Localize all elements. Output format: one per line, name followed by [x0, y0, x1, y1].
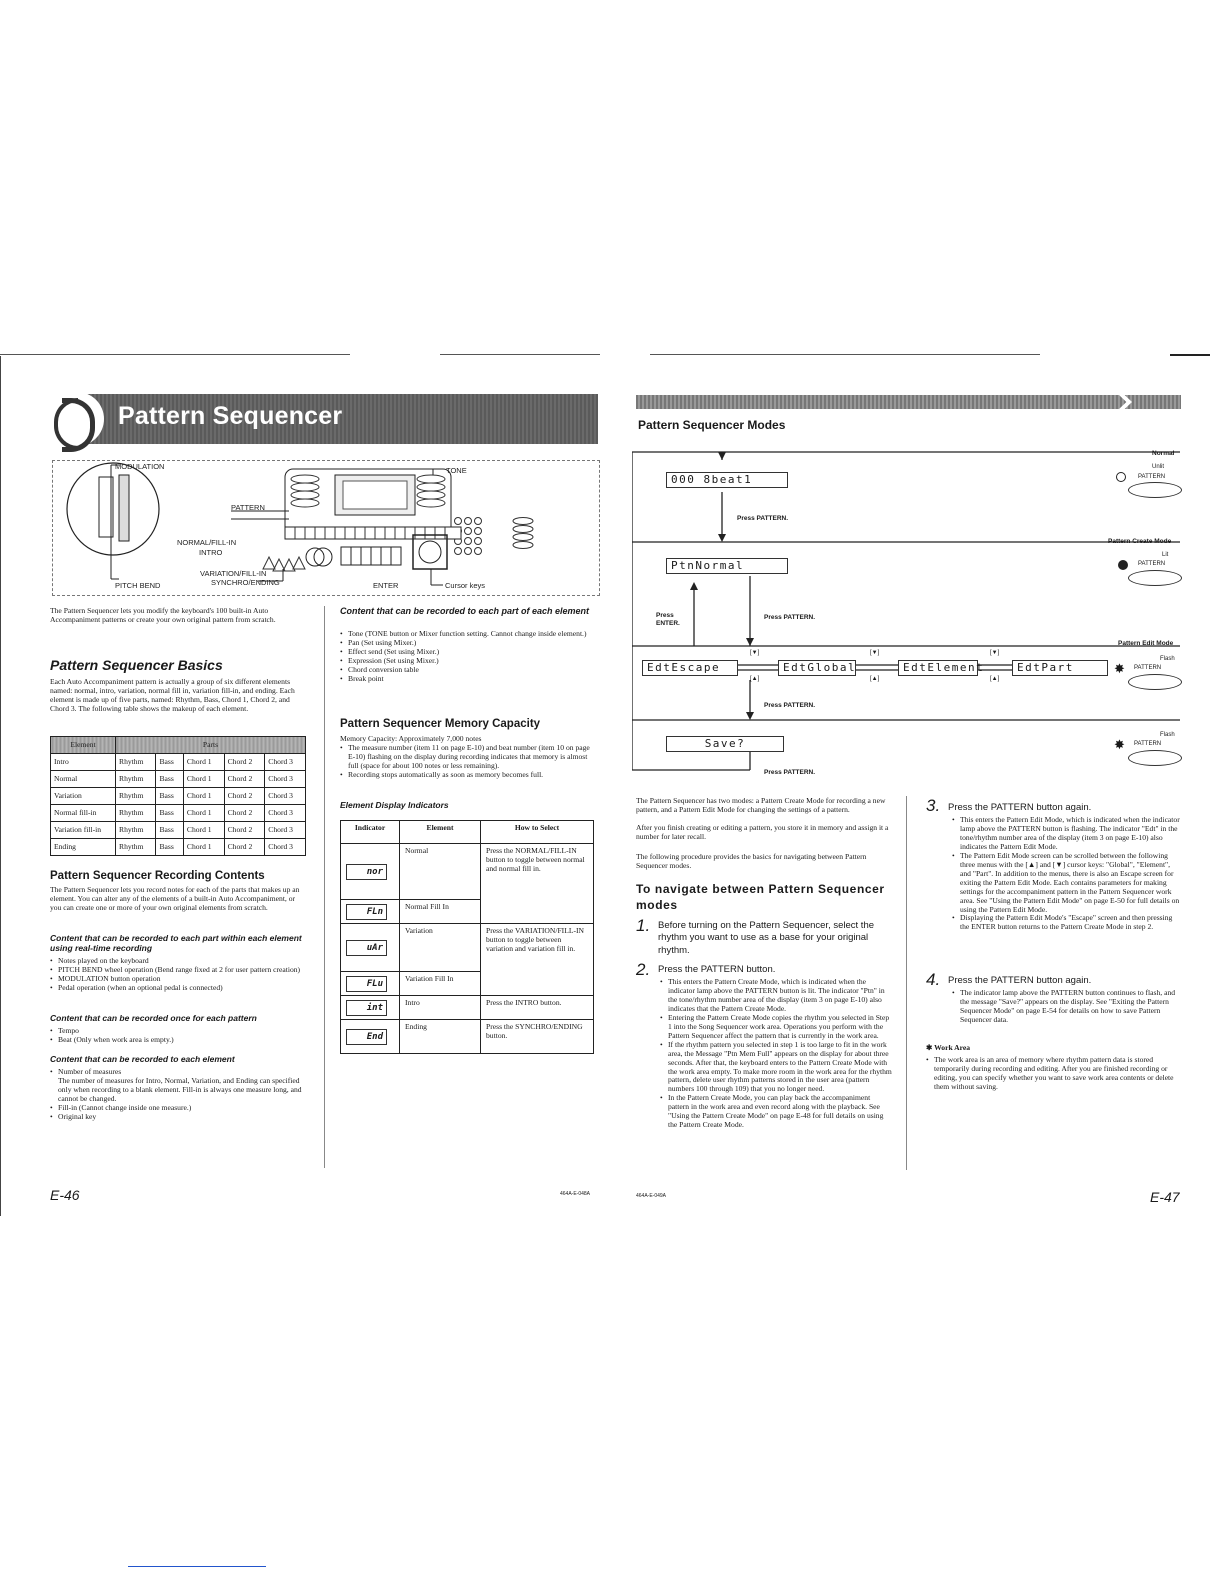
- list-item: • Entering the Pattern Create Mode copies the rhythm you selected in Step 1 into the Song Sequencer work area. Operations you perform with the Pattern Sequencer affect the pattern that is currently in the work area.: [660, 1014, 892, 1041]
- cell: Bass: [156, 771, 183, 788]
- cell: Chord 2: [224, 805, 265, 822]
- modes-diagram: [632, 440, 1182, 780]
- list-item: • Pedal operation (when an optional pedal is connected): [50, 984, 308, 993]
- list-item: • In the Pattern Create Mode, you can play back the accompaniment pattern in the work area and even record along with the playback. See "Using the Pattern Create Mode" on page E-48 for full details on using the Pattern Create Mode.: [660, 1094, 892, 1130]
- cell: Variation fill-in: [51, 822, 116, 839]
- basics-heading: Pattern Sequencer Basics: [50, 657, 223, 673]
- step-2-text: Press the PATTERN button.: [658, 964, 776, 975]
- keyboard-illustration: [53, 461, 599, 595]
- list-item: • The measure number (item 11 on page E-10) and beat number (item 10 on page E-10) flashing on the display during recording indicates that memory is almost full (space for about 100 notes or less remaining).: [340, 744, 596, 771]
- left-doc-code: 464A-E-048A: [560, 1191, 591, 1197]
- cell: Chord 3: [265, 754, 306, 771]
- cell: Chord 1: [183, 754, 224, 771]
- pattern-button-label: PATTERN: [1138, 561, 1166, 567]
- pattern-button-icon: [1128, 674, 1182, 690]
- list-item: • Effect send (Set using Mixer.): [340, 648, 596, 657]
- cell: Variation: [51, 788, 116, 805]
- cell: Intro: [51, 754, 116, 771]
- work-area-list: [926, 1056, 1180, 1092]
- cell: Chord 2: [224, 788, 265, 805]
- cell: Normal Fill In: [400, 900, 481, 924]
- edit-mode-label: Pattern Edit Mode: [1118, 640, 1174, 647]
- page-edge: [0, 356, 1, 1216]
- step-4-number: 4.: [926, 970, 941, 989]
- cell: Variation Fill In: [400, 972, 481, 996]
- step-1-text: Before turning on the Pattern Sequencer, select the rhythm you want to use as a base for your original rhythm.: [658, 920, 875, 956]
- enter-label: ENTER: [373, 581, 399, 590]
- pattern-button-icon: [1128, 570, 1182, 586]
- header-element: Element: [51, 737, 116, 754]
- top-rule-end: [1170, 354, 1210, 356]
- table-row: [51, 839, 306, 856]
- element-list: [50, 1068, 308, 1122]
- lamp-lit-icon: [1118, 560, 1128, 570]
- list-item: • Tempo: [50, 1027, 308, 1036]
- cell: Variation: [400, 924, 481, 972]
- work-area-heading: ✱ Work Area: [926, 1043, 971, 1052]
- cell: Chord 2: [224, 822, 265, 839]
- cell: Chord 1: [183, 788, 224, 805]
- list-item: • Recording stops automatically as soon as memory becomes full.: [340, 771, 596, 780]
- lcd-indicator: uAr: [346, 940, 387, 956]
- part-contents-list: [340, 630, 596, 684]
- column-divider: [324, 606, 325, 1168]
- lcd-indicator: int: [346, 1000, 387, 1016]
- pattern-button-label: PATTERN: [1138, 474, 1166, 480]
- synchro-ending-label: SYNCHRO/ENDING: [211, 578, 280, 587]
- list-item: • Chord conversion table: [340, 666, 596, 675]
- pitch-bend-label: PITCH BEND: [115, 581, 161, 590]
- cell: Chord 1: [183, 771, 224, 788]
- cell: Bass: [156, 788, 183, 805]
- once-list: [50, 1027, 308, 1045]
- cell: Intro: [400, 996, 481, 1020]
- press-pattern-2: Press PATTERN.: [764, 614, 816, 621]
- cell: Chord 1: [183, 805, 224, 822]
- once-heading: Content that can be recorded once for each pattern: [50, 1013, 257, 1023]
- list-item: • Break point: [340, 675, 596, 684]
- down-key-label: [▼]: [990, 650, 1000, 656]
- cell: Press the NORMAL/FILL-IN button to toggle between normal and normal fill in.: [481, 844, 594, 924]
- cell: Chord 3: [265, 822, 306, 839]
- pattern-button-label: PATTERN: [1134, 665, 1162, 671]
- header-indicator: Indicator: [341, 821, 400, 844]
- list-item: • Expression (Set using Mixer.): [340, 657, 596, 666]
- step-3-list: [952, 816, 1180, 932]
- unlit-label: Unlit: [1152, 464, 1165, 470]
- cell: Bass: [156, 754, 183, 771]
- flash-label: Flash: [1160, 656, 1175, 662]
- list-item: • MODULATION button operation: [50, 975, 308, 984]
- column-divider: [906, 796, 907, 1170]
- cell: Normal fill-in: [51, 805, 116, 822]
- press-pattern-1: Press PATTERN.: [737, 515, 789, 522]
- table-row: [341, 844, 594, 900]
- lcd-escape: EdtEscape: [642, 660, 738, 676]
- up-key-label: [▲]: [990, 676, 1000, 682]
- right-doc-code: 464A-E-049A: [636, 1193, 667, 1199]
- header-how: How to Select: [481, 821, 594, 844]
- lcd-indicator: FLu: [346, 976, 387, 992]
- table-row: [51, 788, 306, 805]
- basics-paragraph: Each Auto Accompaniment pattern is actually a group of six different elements named: normal, intro, variation, normal fill in, variation fill-in, and ending. Each element is made up of five parts, named: Rhythm, Bass, Chord 1, Chord 2, and Chord 3. The following table shows the makeup of each element.: [50, 677, 295, 713]
- step-3-number: 3.: [926, 796, 941, 815]
- normal-fill-in-label: NORMAL/FILL-IN: [177, 538, 237, 547]
- bottom-link-rule: [128, 1566, 266, 1567]
- indicators-heading: Element Display Indicators: [340, 800, 449, 810]
- pattern-button-icon: [1128, 750, 1182, 766]
- pattern-button-icon: [1128, 482, 1182, 498]
- pattern-label: PATTERN: [231, 503, 265, 512]
- cell: Press the INTRO button.: [481, 996, 594, 1020]
- list-item: • Fill-in (Cannot change inside one measure.): [50, 1104, 308, 1113]
- cell: Bass: [156, 839, 183, 856]
- part-contents-heading: Content that can be recorded to each part of each element: [340, 606, 590, 616]
- cell: Rhythm: [116, 805, 156, 822]
- down-key-label: [▼]: [750, 650, 760, 656]
- cell: Chord 2: [224, 754, 265, 771]
- cell: Chord 3: [265, 839, 306, 856]
- modes-flow-lines: [632, 440, 1182, 780]
- realtime-heading: Content that can be recorded to each part within each element using real-time recording: [50, 933, 302, 954]
- table-row: [51, 754, 306, 771]
- list-item: • The indicator lamp above the PATTERN button continues to flash, and the message "Save?" appears on the display. See "Exiting the Pattern Sequencer Mode" on page E-54 for details on how to save Pattern Sequencer data.: [952, 989, 1180, 1025]
- cell: Chord 1: [183, 839, 224, 856]
- list-item: • If the rhythm pattern you selected in step 1 is too large to fit in the work area, the Message "Ptn Mem Full" appears on the display for about three seconds. After that, the keyboard enters to the Pattern Create Mode with the work area empty. To make more room in the work area for the rhythm pattern, delete user rhythm patterns stored in the user area (pattern numbers 100 through 109) that you no longer need.: [660, 1041, 892, 1095]
- cell: Chord 2: [224, 839, 265, 856]
- modes-paragraph-1: The Pattern Sequencer has two modes: a Pattern Create Mode for recording a new pattern, and a Pattern Edit Mode for changing the settings of a pattern.: [636, 796, 886, 814]
- measures-note: The number of measures for Intro, Normal, Variation, and Ending can specified only when recording to a blank element. Fill-in is always one measure long, and cannot be changed.: [58, 1075, 302, 1103]
- lcd-part: EdtPart: [1012, 660, 1108, 676]
- cell: Bass: [156, 805, 183, 822]
- step-2-number: 2.: [636, 960, 651, 979]
- cell: Bass: [156, 822, 183, 839]
- list-item: • Beat (Only when work area is empty.): [50, 1036, 308, 1045]
- lcd-indicator: End: [346, 1029, 387, 1045]
- right-banner: [636, 395, 1181, 409]
- memory-list: [340, 744, 596, 780]
- page-title: Pattern Sequencer: [118, 402, 343, 430]
- cell: Press the SYNCHRO/ENDING button.: [481, 1020, 594, 1054]
- list-item: • PITCH BEND wheel operation (Bend range fixed at 2 for user pattern creation): [50, 966, 308, 975]
- parts-table: [50, 736, 306, 856]
- lamp-unlit-icon: [1116, 472, 1126, 482]
- press-pattern-3: Press PATTERN.: [764, 702, 816, 709]
- lamp-flash-icon: ✸: [1114, 661, 1125, 676]
- table-row: [51, 822, 306, 839]
- step-3-text: Press the PATTERN button again.: [948, 802, 1092, 813]
- list-item: • Number of measures: [50, 1068, 308, 1077]
- up-key-label: [▲]: [870, 676, 880, 682]
- step-1-number: 1.: [636, 916, 651, 935]
- navigate-heading: To navigate between Pattern Sequencer modes: [636, 882, 885, 912]
- realtime-list: [50, 957, 308, 993]
- modulation-label: MODULATION: [115, 462, 165, 471]
- cell: Chord 3: [265, 788, 306, 805]
- list-item: • Displaying the Pattern Edit Mode's "Escape" screen and then pressing the ENTER button returns to the Pattern Create Mode in step 2.: [952, 914, 1180, 932]
- table-row: [341, 924, 594, 972]
- list-item: • This enters the Pattern Edit Mode, which is indicated when the indicator lamp above the PATTERN button is flashing. The indicator "Edt" in the tone/rhythm number area of the display (item 3 on page E-10) also indicates the Pattern Edit Mode.: [952, 816, 1180, 852]
- pattern-button-label: PATTERN: [1134, 741, 1162, 747]
- indicator-table: [340, 820, 594, 1054]
- cell: Normal: [400, 844, 481, 900]
- step-4-list: [952, 989, 1180, 1025]
- cell: Ending: [400, 1020, 481, 1054]
- cell: Chord 3: [265, 805, 306, 822]
- list-item: • Notes played on the keyboard: [50, 957, 308, 966]
- cell: Rhythm: [116, 788, 156, 805]
- cell: Ending: [51, 839, 116, 856]
- recording-contents-paragraph: The Pattern Sequencer lets you record notes for each of the parts that makes up an element. You can alter any of the elements of a built-in Auto Accompaniment, or you can create one or more of your own original elements from scratch.: [50, 885, 300, 912]
- modes-paragraph-2: After you finish creating or editing a pattern, you store it in memory and assign it a number for later recall.: [636, 823, 889, 841]
- list-item: • Tone (TONE button or Mixer function setting. Cannot change inside element.): [340, 630, 596, 639]
- list-item: • This enters the Pattern Create Mode, which is indicated when the indicator lamp above the PATTERN button is lit. The indicator "Ptn" in the tone/rhythm number area of the display (item 3 on page E-10) also indicates that the Pattern Create Mode.: [660, 978, 892, 1014]
- top-rule-right: [650, 354, 1040, 355]
- down-key-label: [▼]: [870, 650, 880, 656]
- modes-heading: Pattern Sequencer Modes: [638, 418, 786, 432]
- up-key-label: [▲]: [750, 676, 760, 682]
- lcd-create: PtnNormal: [666, 558, 788, 574]
- cell: Press the VARIATION/FILL-IN button to toggle between variation and variation fill in.: [481, 924, 594, 996]
- normal-mode-label: Normal: [1152, 450, 1175, 457]
- left-page-number: E-46: [50, 1187, 80, 1203]
- memory-capacity: Memory Capacity: Approximately 7,000 notes: [340, 734, 482, 743]
- lcd-element: EdtElement: [898, 660, 978, 676]
- tone-label: TONE: [446, 466, 467, 475]
- cell: Chord 3: [265, 771, 306, 788]
- press-pattern-4: Press PATTERN.: [764, 769, 816, 776]
- top-rule-mid: [440, 354, 600, 355]
- element-heading: Content that can be recorded to each element: [50, 1054, 235, 1064]
- lit-label: Lit: [1162, 552, 1169, 558]
- intro-paragraph: The Pattern Sequencer lets you modify the keyboard's 100 built-in Auto Accompaniment patterns or create your own original pattern from scratch.: [50, 606, 276, 624]
- lcd-indicator: FLn: [346, 904, 387, 920]
- press-enter: Press ENTER.: [656, 612, 680, 627]
- list-item: • The Pattern Edit Mode screen can be scrolled between the following three menus with the [▲] and [▼] cursor keys: "Global", "Element", and "Part". In addition to the menus, there is also an Escape screen for exiting the Pattern Edit Mode. Each contains parameters for making settings for the accompaniment pattern in the Pattern Sequencer work area. See "Using the Pattern Edit Mode" on page E-50 for full details on using the Pattern Edit Mode.: [952, 852, 1180, 915]
- lcd-save: Save?: [666, 736, 784, 752]
- cursor-keys-label: Cursor keys: [445, 581, 486, 590]
- top-rule-left: [0, 354, 350, 355]
- intro-label: INTRO: [199, 548, 223, 557]
- cell: Rhythm: [116, 771, 156, 788]
- header-element: Element: [400, 821, 481, 844]
- flash-label: Flash: [1160, 732, 1175, 738]
- cell: Chord 1: [183, 822, 224, 839]
- header-parts: Parts: [116, 737, 306, 754]
- list-item: • Pan (Set using Mixer.): [340, 639, 596, 648]
- cell: Rhythm: [116, 754, 156, 771]
- table-row: [341, 1020, 594, 1054]
- table-row: [51, 771, 306, 788]
- create-mode-label: Pattern Create Mode: [1108, 538, 1172, 545]
- list-item: • The work area is an area of memory where rhythm pattern data is stored temporarily during recording and editing. After you are finished recording or editing, you can specify whether you want to save work area contents or delete them without saving.: [926, 1056, 1180, 1092]
- cell: Rhythm: [116, 822, 156, 839]
- step-4-text: Press the PATTERN button again.: [948, 975, 1092, 986]
- memory-heading: Pattern Sequencer Memory Capacity: [340, 718, 541, 730]
- step-2-list: [660, 978, 892, 1130]
- lcd-normal: 000 8beat1: [666, 472, 788, 488]
- table-row: [51, 805, 306, 822]
- cell: Rhythm: [116, 839, 156, 856]
- cell: Chord 2: [224, 771, 265, 788]
- modes-paragraph-3: The following procedure provides the basics for navigating between Pattern Sequencer modes.: [636, 852, 867, 870]
- lcd-indicator: nor: [346, 864, 387, 880]
- keyboard-diagram: [52, 460, 600, 596]
- list-item: • Original key: [50, 1113, 308, 1122]
- lcd-global: EdtGlobal: [778, 660, 856, 676]
- variation-fill-in-label: VARIATION/FILL-IN: [200, 569, 267, 578]
- lamp-flash-icon: ✸: [1114, 737, 1125, 752]
- right-page-number: E-47: [1150, 1189, 1180, 1205]
- recording-contents-heading: Pattern Sequencer Recording Contents: [50, 870, 265, 882]
- table-row: [341, 996, 594, 1020]
- cell: Normal: [51, 771, 116, 788]
